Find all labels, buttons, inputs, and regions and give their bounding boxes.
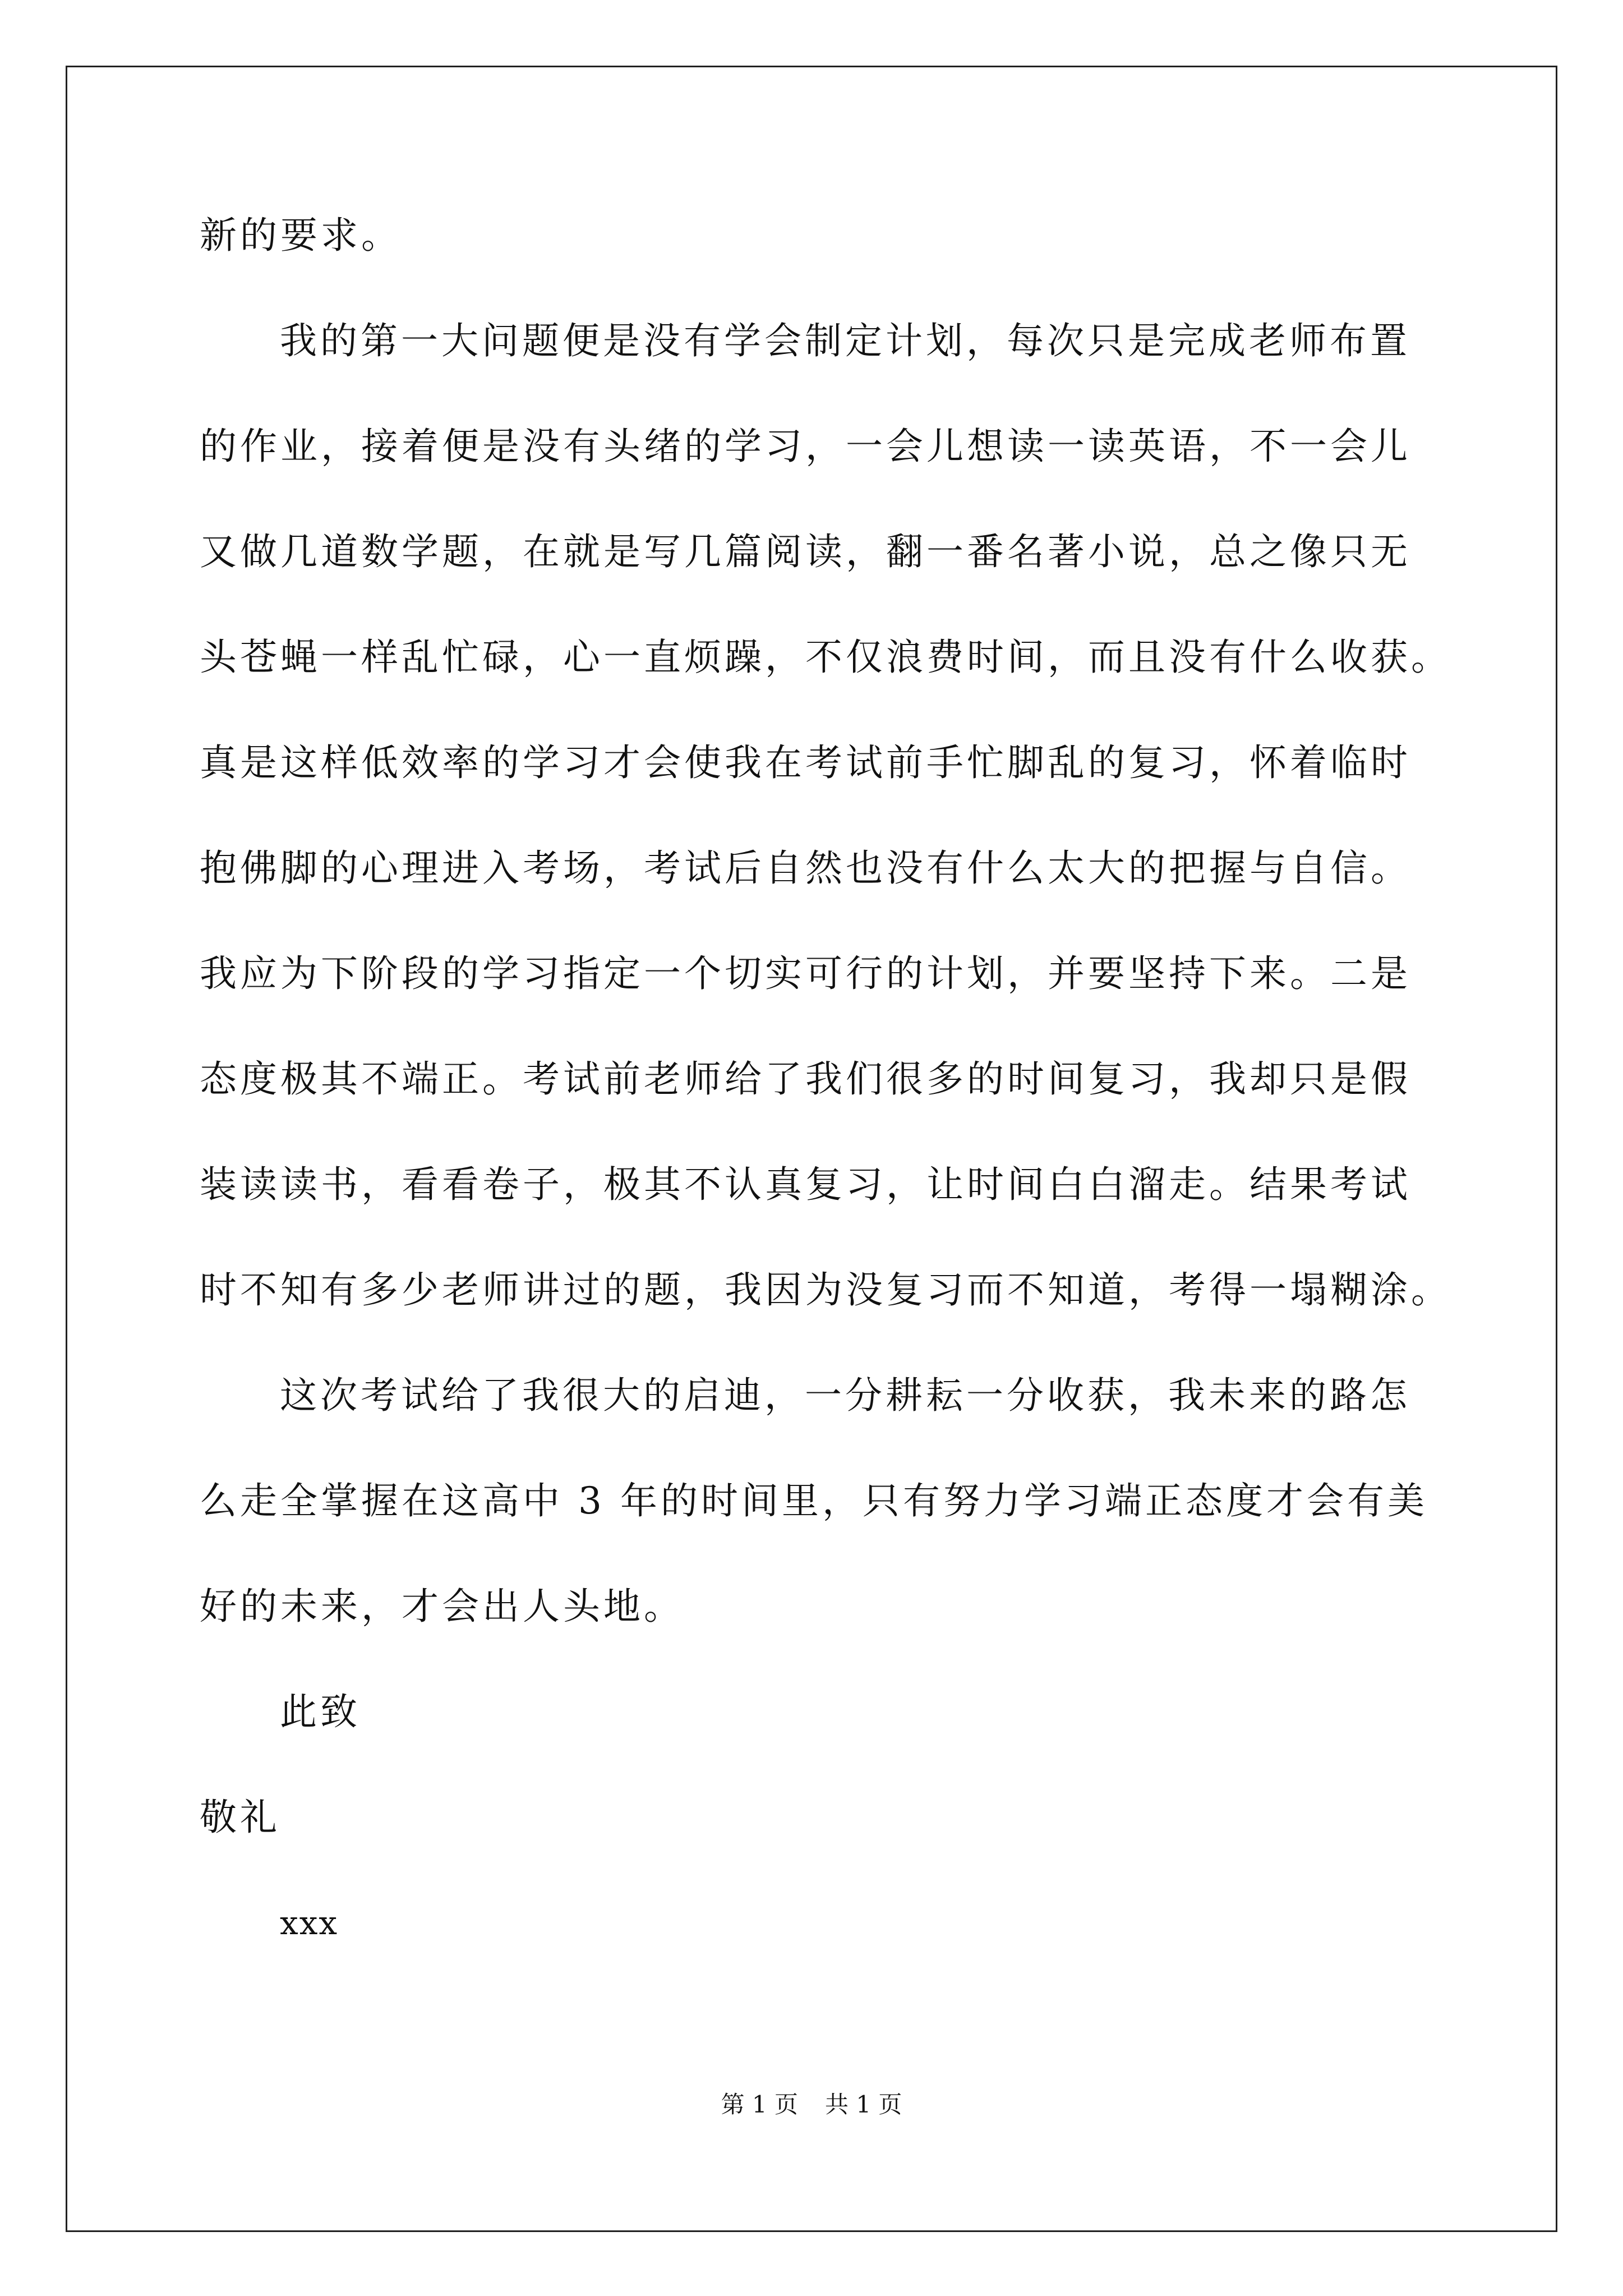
signature: xxx (280, 1904, 339, 1942)
text-line: 我应为下阶段的学习指定一个切实可行的计划，并要坚持下来。二是 (200, 952, 1411, 995)
text-line: 时不知有多少老师讲过的题，我因为没复习而不知道，考得一塌糊涂。 (200, 1268, 1451, 1312)
text-line: 好的未来，才会出人头地。 (200, 1585, 684, 1628)
paragraph-start: 我的第一大问题便是没有学会制定计划，每次只是完成老师布置 (280, 319, 1410, 362)
page-number: 第 1 页 (721, 2091, 798, 2118)
text-line: 新的要求。 (200, 214, 402, 257)
text-line: 装读读书，看看卷子，极其不认真复习，让时间白白溜走。结果考试 (200, 1163, 1411, 1206)
text-line: 么走全掌握在这高中 3 年的时间里，只有努力学习端正态度才会有美 (200, 1479, 1428, 1522)
text-line: 的作业，接着便是没有头绪的学习，一会儿想读一读英语，不一会儿 (200, 425, 1411, 468)
page-footer (0, 2088, 1623, 2122)
text-line: 抱佛脚的心理进入考场，考试后自然也没有什么太大的把握与自信。 (200, 846, 1411, 890)
salutation: 敬礼 (200, 1796, 280, 1839)
closing-phrase: 此致 (280, 1690, 361, 1733)
text-line: 又做几道数学题，在就是写几篇阅读，翻一番名著小说，总之像只无 (200, 530, 1411, 573)
text-line: 头苍蝇一样乱忙碌，心一直烦躁，不仅浪费时间，而且没有什么收获。 (200, 636, 1451, 679)
text-line: 态度极其不端正。考试前老师给了我们很多的时间复习，我却只是假 (200, 1057, 1411, 1101)
text-line: 真是这样低效率的学习才会使我在考试前手忙脚乱的复习，怀着临时 (200, 741, 1411, 784)
paragraph-start: 这次考试给了我很大的启迪，一分耕耘一分收获，我未来的路怎 (280, 1374, 1410, 1417)
page-total: 共 1 页 (825, 2091, 902, 2118)
